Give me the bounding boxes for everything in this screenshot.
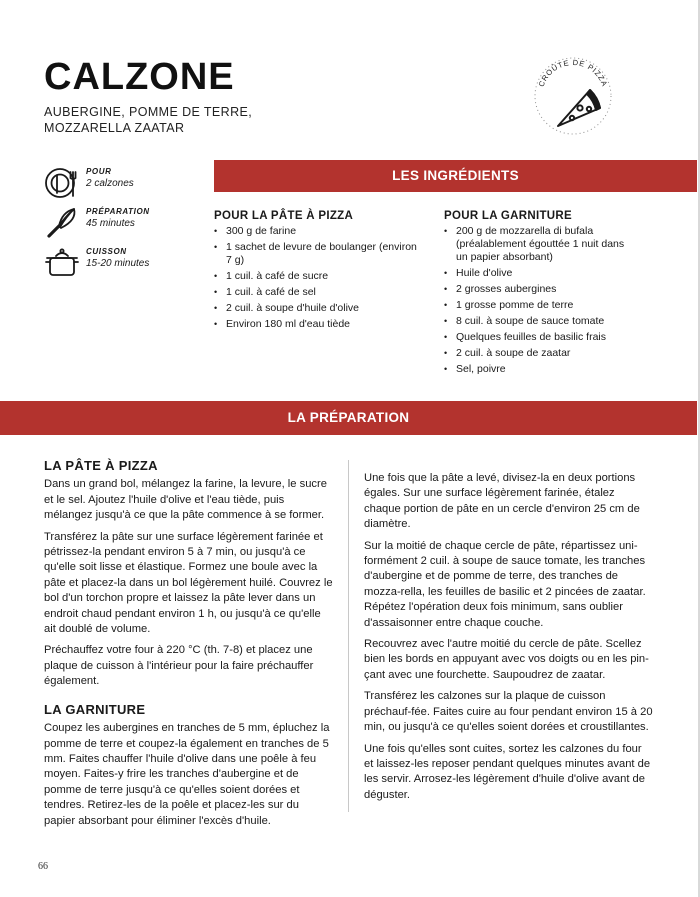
list-item: • 2 cuil. à soupe de zaatar bbox=[444, 347, 634, 360]
list-item: • 1 cuil. à café de sel bbox=[214, 286, 424, 299]
dough-list bbox=[214, 225, 424, 331]
list-item: • 1 grosse pomme de terre bbox=[444, 299, 634, 312]
filling-list bbox=[444, 225, 634, 376]
list-item: • Environ 180 ml d'eau tiède bbox=[214, 318, 424, 331]
dough-heading: POUR LA PÂTE À PIZZA bbox=[214, 210, 354, 222]
crust-badge bbox=[528, 56, 618, 136]
list-item: • 2 grosses aubergines bbox=[444, 283, 634, 296]
svg-text:CROÛTE DE PIZZA bbox=[537, 58, 610, 88]
step-paragraph: Préchauffez votre four à 220 °C (th. 7-8) et placez une plaque de cuisson à l'intérieur pour la faire préchauffer également. bbox=[44, 644, 314, 688]
cook-time-info bbox=[44, 246, 204, 280]
list-item: • Sel, poivre bbox=[444, 363, 634, 376]
list-item: • Huile d'olive bbox=[444, 267, 634, 280]
list-item: • 1 sachet de levure de boulanger (environ 7 g) bbox=[214, 241, 424, 267]
step-paragraph: Coupez les aubergines en tranches de 5 mm, épluchez la pomme de terre et coupez-la également en tranches de 5 mm. Faites chauffer l'huile d'olive dans une poêle à feu moyen. Faites-y frire les tranches d'aubergine et de pomme de terre jusqu'à ce qu'elles soient dorées et tendres. Retirez-les de la poêle et placez-les sur du papier absorbant pour éliminer l'excès d'huile. bbox=[44, 722, 330, 827]
prep-label: PRÉPARATION bbox=[86, 207, 150, 216]
subtitle-line: AUBERGINE, POMME DE TERRE, bbox=[44, 105, 253, 119]
plate-cutlery-icon bbox=[44, 166, 80, 200]
servings-label: POUR bbox=[86, 167, 112, 176]
list-item: • 200 g de mozzarella di bufala (préalablement égouttée 1 nuit dans un papier absorbant) bbox=[444, 225, 634, 264]
list-item: • Quelques feuilles de basilic frais bbox=[444, 331, 634, 344]
list-item: • 300 g de farine bbox=[214, 225, 424, 238]
cook-value: 15-20 minutes bbox=[86, 258, 150, 269]
dough-ingredients bbox=[214, 210, 424, 334]
recipe-subtitle bbox=[44, 104, 304, 136]
cooking-pot-icon bbox=[44, 246, 80, 280]
preparation-left-column bbox=[44, 458, 333, 835]
list-item: • 8 cuil. à soupe de sauce tomate bbox=[444, 315, 634, 328]
dough-steps-heading: LA PÂTE À PIZZA bbox=[44, 458, 158, 473]
recipe-title: CALZONE bbox=[44, 56, 235, 98]
step-paragraph: Dans un grand bol, mélangez la farine, la levure, le sucre et le sel. Ajoutez l'huile d'olive et l'eau tiède, puis mélangez jusqu'à ce que la pâte commence à se former. bbox=[44, 478, 327, 522]
pizza-slice-icon bbox=[558, 90, 600, 126]
step-paragraph: Sur la moitié de chaque cercle de pâte, répartissez uni-formément 2 cuil. à soupe de sauce tomate, les tranches d'aubergine et de pomme de terre, des tranches de mozza-rella, les feuilles de basilic et 2 pincées de zaatar. Répétez l'opération deux fois minimum, sans oublier d'assaisonner entre chaque couche. bbox=[364, 539, 646, 629]
cook-label: CUISSON bbox=[86, 247, 127, 256]
prep-value: 45 minutes bbox=[86, 218, 135, 229]
step-paragraph: Une fois qu'elles sont cuites, sortez les calzones du four et laissez-les reposer pendant quelques minutes avant de les servir. Arrosez-les légèrement d'huile d'olive avant de déguster. bbox=[364, 742, 651, 801]
servings-value: 2 calzones bbox=[86, 178, 134, 189]
page-number: 66 bbox=[38, 861, 48, 872]
preparation-right-column bbox=[364, 471, 654, 809]
filling-steps-heading: LA GARNITURE bbox=[44, 701, 146, 717]
step-paragraph: Une fois que la pâte a levé, divisez-la en deux portions égales. Sur une surface légèrement farinée, étalez chaque portion de pâte en un cercle d'environ 25 cm de diamètre. bbox=[364, 472, 640, 531]
list-item: • 1 cuil. à café de sucre bbox=[214, 270, 424, 283]
preparation-banner: LA PRÉPARATION bbox=[0, 401, 697, 435]
ingredients-banner: LES INGRÉDIENTS bbox=[214, 160, 697, 192]
subtitle-line: MOZZARELLA ZAATAR bbox=[44, 121, 185, 135]
filling-ingredients bbox=[444, 210, 634, 379]
column-divider bbox=[348, 460, 349, 812]
filling-heading: POUR LA GARNITURE bbox=[444, 210, 572, 222]
list-item: • 2 cuil. à soupe d'huile d'olive bbox=[214, 302, 424, 315]
whisk-icon bbox=[44, 206, 80, 240]
step-paragraph: Transférez la pâte sur une surface légèrement farinée et pétrissez-la pendant environ 5 à 7 min, ou jusqu'à ce qu'elle soit lisse et élastique. Formez une boule avec la pâte et placez-la dans un bol légèrement huilé. Couvrez le bol d'un torchon propre et laissez la pâte lever dans un endroit chaud pendant environ 1 h, ou jusqu'à ce qu'elle ait doublé de volume. bbox=[44, 530, 333, 636]
servings-info bbox=[44, 166, 204, 200]
step-paragraph: Transférez les calzones sur la plaque de cuisson préchauf-fée. Faites cuire au four pendant environ 15 à 20 min, ou jusqu'à ce qu'elles soient dorées et croustillantes. bbox=[364, 690, 653, 734]
step-paragraph: Recouvrez avec l'autre moitié du cercle de pâte. Scellez bien les bords en appuyant avec vos doigts ou en les pin-çant avec une fourchette. Saupoudrez de zaatar. bbox=[364, 638, 649, 681]
prep-time-info bbox=[44, 206, 204, 240]
badge-text: CROÛTE DE PIZZA bbox=[536, 57, 610, 88]
